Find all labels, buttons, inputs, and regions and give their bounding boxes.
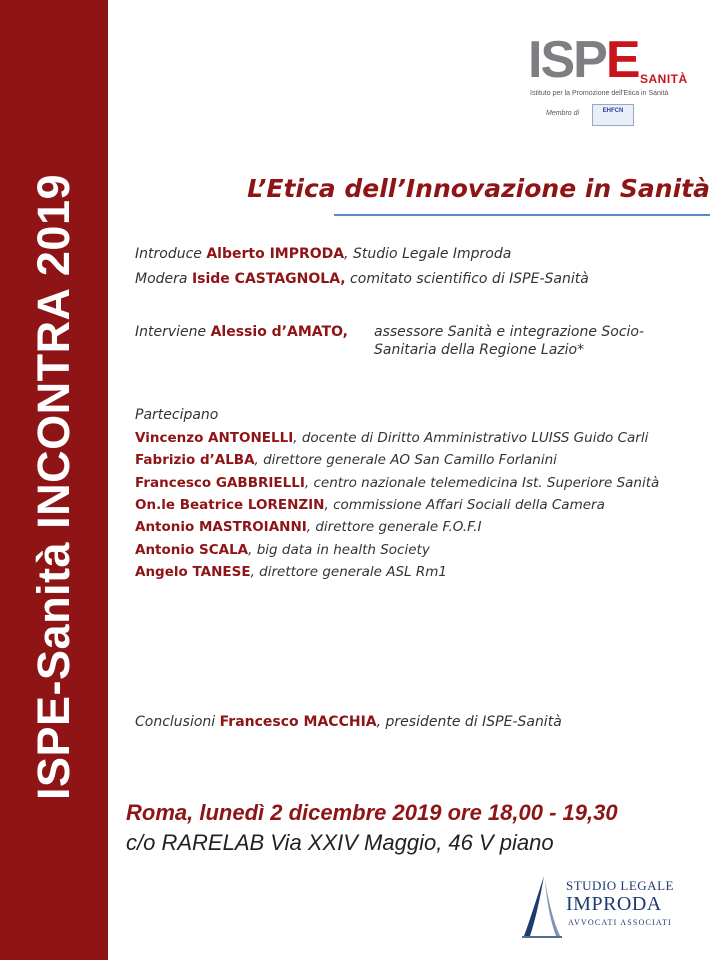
partecipano-label: Partecipano bbox=[135, 407, 219, 423]
event-date-time: Roma, lunedì 2 dicembre 2019 ore 18,00 - 19,30 bbox=[126, 800, 618, 825]
interviene-line: Interviene Alessio d’AMATO, bbox=[135, 324, 348, 340]
improda-logo-line1: STUDIO LEGALE bbox=[566, 878, 674, 893]
ehfcn-badge: EHFCN bbox=[592, 104, 634, 126]
ispe-logo-membro: Membro di bbox=[546, 110, 580, 117]
participant-row: Vincenzo ANTONELLI, docente di Diritto Amministrativo LUISS Guido Carli bbox=[135, 430, 649, 446]
interviene-role-line1: assessore Sanità e integrazione Socio- bbox=[374, 324, 645, 340]
participant-row: Antonio SCALA, big data in health Society bbox=[135, 542, 430, 558]
title-underline bbox=[334, 214, 710, 216]
sidebar-title: ISPE-Sanità INCONTRA 2019 bbox=[28, 174, 79, 800]
participant-row: On.le Beatrice LORENZIN, commissione Affari Sociali della Camera bbox=[135, 497, 605, 513]
ispe-logo-letters: ISPE bbox=[528, 31, 639, 89]
participant-row: Antonio MASTROIANNI, direttore generale F.O.F.I bbox=[135, 519, 482, 535]
ispe-logo-sanita: SANITÀ bbox=[640, 72, 688, 86]
improda-logo-line3: AVVOCATI ASSOCIATI bbox=[568, 918, 672, 927]
event-location: c/o RARELAB Via XXIV Maggio, 46 V piano bbox=[126, 830, 554, 855]
studio-legale-improda-logo bbox=[520, 874, 690, 940]
intro-line-introduce: Introduce Alberto IMPRODA, Studio Legale Improda bbox=[135, 246, 512, 262]
improda-logo-line2: IMPRODA bbox=[566, 893, 662, 915]
intro-line-modera: Modera Iside CASTAGNOLA, comitato scientifico di ISPE-Sanità bbox=[135, 271, 589, 287]
ispe-sanita-logo bbox=[528, 32, 698, 128]
interviene-role-line2: Sanitaria della Regione Lazio* bbox=[374, 342, 585, 358]
event-title: L’Etica dell’Innovazione in Sanità bbox=[247, 174, 710, 203]
sidebar-banner bbox=[0, 0, 108, 960]
sail-emblem-icon bbox=[520, 874, 564, 940]
ispe-logo-tagline: Istituto per la Promozione dell'Etica in Sanità bbox=[530, 90, 669, 97]
conclusioni-line: Conclusioni Francesco MACCHIA, presidente di ISPE-Sanità bbox=[135, 714, 562, 730]
participant-row: Angelo TANESE, direttore generale ASL Rm1 bbox=[135, 564, 447, 580]
participant-row: Francesco GABBRIELLI, centro nazionale telemedicina Ist. Superiore Sanità bbox=[135, 475, 660, 491]
participant-row: Fabrizio d’ALBA, direttore generale AO San Camillo Forlanini bbox=[135, 452, 557, 468]
